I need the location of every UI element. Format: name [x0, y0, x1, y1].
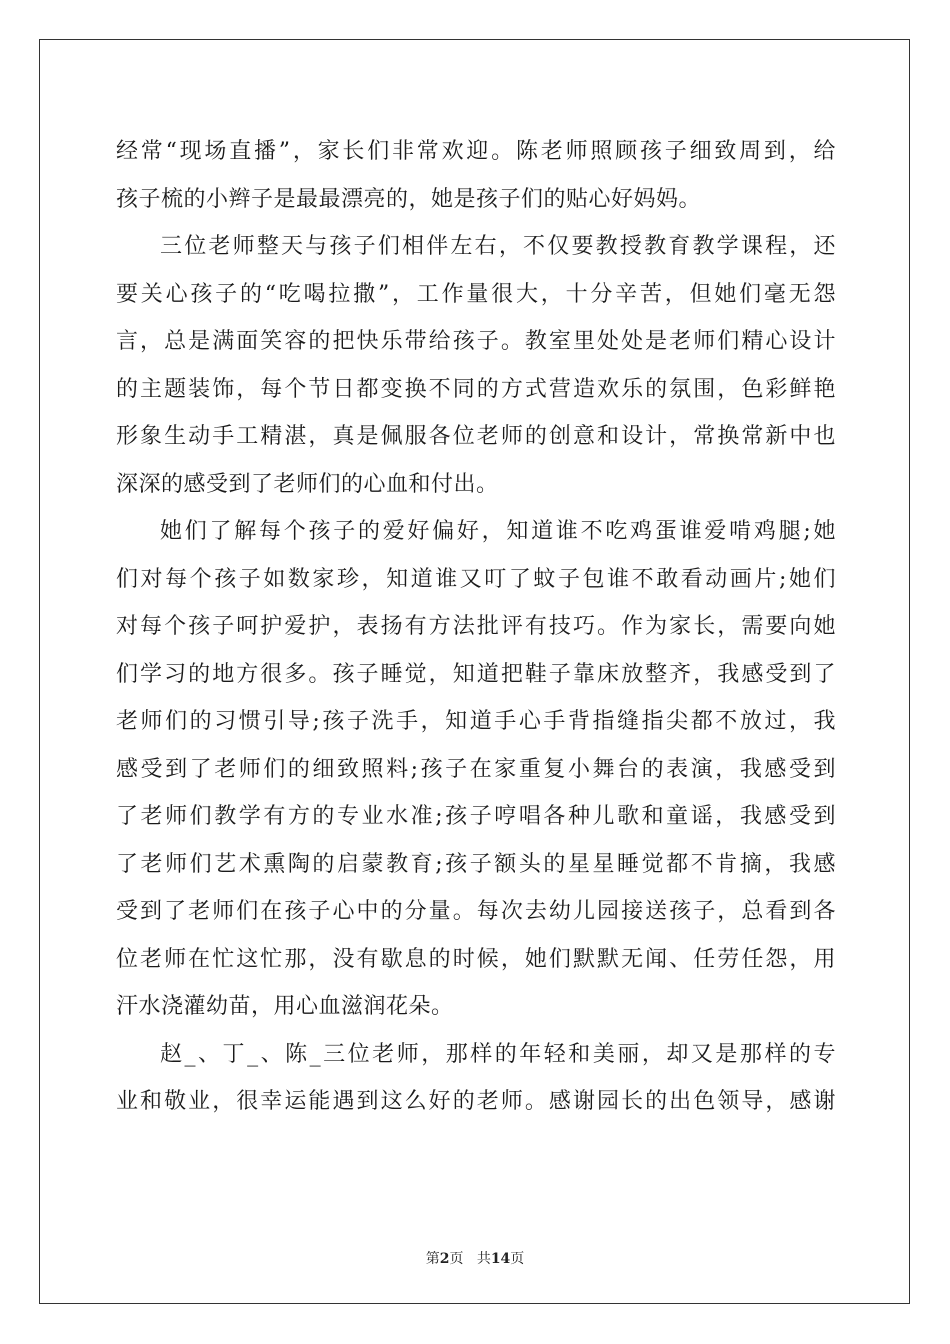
- text-line: 了老师们教学有方的专业水准;孩子哼唱各种儿歌和童谣，我感受到: [116, 804, 836, 829]
- paragraph: [116, 223, 836, 508]
- text-line: 们对每个孩子如数家珍，知道谁又叮了蚊子包谁不敢看动画片;她们: [116, 566, 836, 592]
- text-line: 孩子梳的小辫子是最最漂亮的，她是孩子们的贴心好妈妈。: [116, 186, 702, 212]
- text-line: 位老师在忙这忙那，没有歇息的时候，她们默默无闻、任劳任怨，用: [116, 946, 836, 972]
- text-line: 她们了解每个孩子的爱好偏好，知道谁不吃鸡蛋谁爱啃鸡腿;她: [160, 519, 836, 544]
- text-line: 经常“现场直播”，家长们非常欢迎。陈老师照顾孩子细致周到，给: [116, 139, 836, 164]
- text-line: 们学习的地方很多。孩子睡觉，知道把鞋子靠床放整齐，我感受到了: [116, 661, 836, 687]
- text-line: 老师们的习惯引导;孩子洗手，知道手心手背指缝指尖都不放过，我: [116, 709, 836, 734]
- text-line: 要关心孩子的“吃喝拉撒”，工作量很大，十分辛苦，但她们毫无怨: [116, 281, 836, 307]
- text-line: 受到了老师们在孩子心中的分量。每次去幼儿园接送孩子，总看到各: [116, 899, 836, 924]
- text-line: 形象生动手工精湛，真是佩服各位老师的创意和设计，常换常新中也: [116, 424, 836, 449]
- paragraph: [116, 508, 836, 1031]
- total-pages: 14: [490, 1251, 511, 1267]
- total-suffix: 页: [510, 1251, 525, 1267]
- text-line: 了老师们艺术熏陶的启蒙教育;孩子额头的星星睡觉都不肯摘，我感: [116, 851, 836, 877]
- text-line: 三位老师整天与孩子们相伴左右，不仅要教授教育教学课程，还: [160, 234, 836, 259]
- page-number: 2: [439, 1251, 450, 1267]
- text-line: 深深的感受到了老师们的心血和付出。: [116, 471, 499, 497]
- page-prefix: 第: [425, 1251, 440, 1267]
- text-line: 感受到了老师们的细致照料;孩子在家重复小舞台的表演，我感受到: [116, 756, 836, 782]
- text-line: 汗水浇灌幼苗，用心血滋润花朵。: [116, 994, 454, 1019]
- page-suffix: 页: [449, 1251, 464, 1267]
- paragraph: [116, 128, 836, 223]
- page-footer: [0, 1248, 950, 1268]
- text-line: 对每个孩子呵护爱护，表扬有方法批评有技巧。作为家长，需要向她: [116, 614, 836, 639]
- document-body: [116, 128, 836, 1126]
- text-line: 言，总是满面笑容的把快乐带给孩子。教室里处处是老师们精心设计: [116, 329, 836, 354]
- total-prefix: 共: [476, 1251, 491, 1267]
- paragraph: [116, 1031, 836, 1126]
- text-line: 的主题装饰，每个节日都变换不同的方式营造欢乐的氛围，色彩鲜艳: [116, 376, 836, 402]
- text-line: 赵_、丁_、陈_三位老师，那样的年轻和美丽，却又是那样的专: [160, 1041, 836, 1067]
- text-line: 业和敬业，很幸运能遇到这么好的老师。感谢园长的出色领导，感谢: [116, 1089, 836, 1114]
